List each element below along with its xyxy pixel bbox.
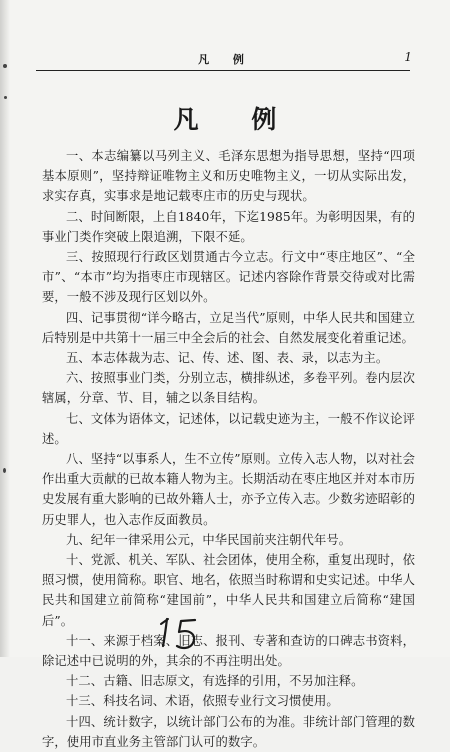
- guideline-paragraph: 十、党派、机关、军队、社会团体，使用全称，重复出现时，依照习惯，使用简称。职官、地名，依照当时称谓和史实记述。中华人民共和国建立前简称“建国前”，中华人民共和国建立后简称“建国后”。: [42, 553, 415, 628]
- guideline-paragraph: 八、坚持“以事系人，生不立传”原则。立传入志人物，以对社会作出重大贡献的已故本籍人物为主。长期活动在枣庄地区并对本市历史发展有重大影响的已故外籍人士，亦予立传入志。少数劣迹昭彰的历史罪人，也入志作反面教员。: [42, 452, 415, 527]
- running-header: [40, 50, 412, 68]
- guideline-paragraph: 十二、古籍、旧志原文，有选择的引用，不另加注释。: [66, 674, 364, 689]
- scan-speck: [3, 64, 7, 68]
- guideline-paragraph: 七、文体为语体文，记述体，以记载史迹为主，一般不作议论评述。: [42, 411, 415, 446]
- guideline-paragraph: 十四、统计数字，以统计部门公布的为准。非统计部门管理的数字，使用市直业务主管部门认可的数字。: [42, 714, 415, 749]
- scan-speck: [4, 96, 7, 99]
- handwritten-page-mark: [155, 616, 215, 652]
- guideline-paragraph: 十一、来源于档案、旧志、报刊、专著和查访的口碑志书资料，除记述中已说明的外，其余的不再注明出处。: [42, 633, 415, 669]
- scan-speck: [3, 468, 6, 473]
- page-number: 1: [404, 50, 412, 64]
- guideline-paragraph: 九、纪年一律采用公元，中华民国前夹注朝代年号。: [66, 532, 352, 547]
- running-header-title: 凡 例: [198, 53, 254, 66]
- guideline-paragraph: 五、本志体裁为志、记、传、述、图、表、录，以志为主。: [66, 351, 389, 366]
- page-title: 凡 例: [173, 105, 299, 134]
- guideline-paragraph: 六、按照事业门类，分别立志，横排纵述，多卷平列。卷内层次辖属，分章、节、目，辅之以条目结构。: [42, 371, 415, 406]
- guideline-paragraph: 二、时间断限，上自1840年，下迄1985年。为彰明因果，有的事业门类作突破上限追溯，下限不延。: [42, 209, 415, 244]
- guideline-paragraph: 三、按照现行行政区划贯通古今立志。行文中“枣庄地区”、“全市”、“本市”均为指枣庄市现辖区。记述内容除作背景交待或对比需要，一般不涉及现行区划以外。: [42, 250, 415, 305]
- guideline-paragraph: 一、本志编纂以马列主义、毛泽东思想为指导思想，坚持“四项基本原则”，坚持辩证唯物主义和历史唯物主义，一切从实际出发，求实存真，实事求是地记载枣庄市的历史与现状。: [42, 149, 415, 204]
- guidelines-body: [42, 146, 415, 752]
- guideline-paragraph: 十三、科技名词、术语，依照专业行文习惯使用。: [66, 694, 339, 709]
- guideline-paragraph: 四、记事贯彻“详今略古，立足当代”原则，中华人民共和国建立后特别是中共第十一届三中全会后的社会、自然发展变化着重记述。: [42, 310, 415, 345]
- header-rule: [36, 70, 410, 71]
